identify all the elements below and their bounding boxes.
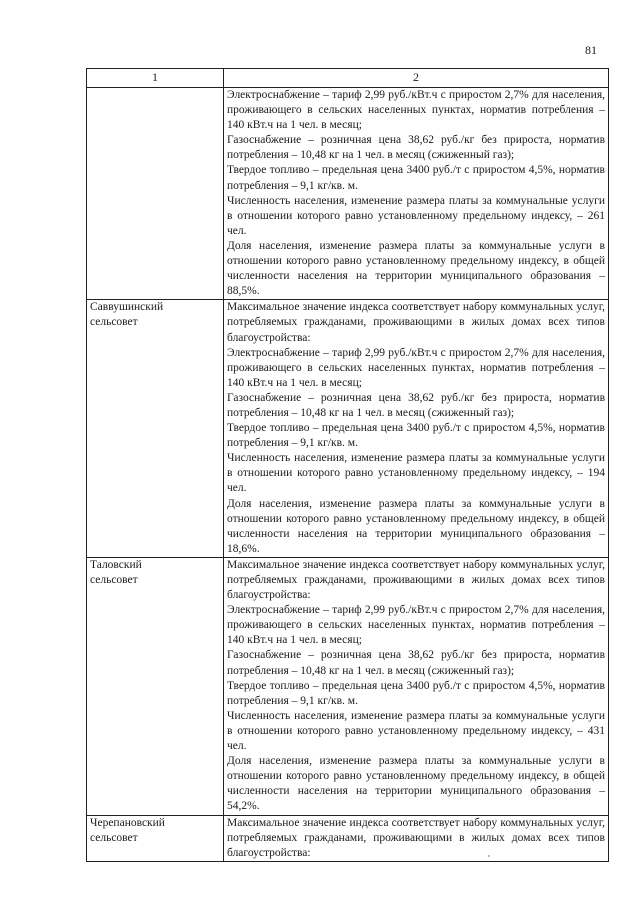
description-paragraph: Максимальное значение индекса соответствует набору коммунальных услуг, потребляемых гражданами, проживающими в жилых домах всех типов благоустройства: bbox=[227, 816, 605, 859]
description-paragraph: Электроснабжение – тариф 2,99 руб./кВт.ч с приростом 2,7% для населения, проживающего в сельских населенных пунктах, норматив потребления – 140 кВт.ч на 1 чел. в месяц; bbox=[227, 604, 605, 647]
municipality-name-cell bbox=[87, 88, 224, 300]
description-paragraph: Доля населения, изменение размера платы за коммунальные услуги в отношении которого равно установленному предельному индексу, в общей численности населения на территории муниципального образования – 54,2%. bbox=[227, 755, 605, 813]
municipality-name-cell: Таловский сельсовет bbox=[87, 557, 224, 815]
table-row bbox=[87, 88, 609, 300]
description-paragraph: Максимальное значение индекса соответствует набору коммунальных услуг, потребляемых гражданами, проживающими в жилых домах всех типов благоустройства: bbox=[227, 301, 605, 344]
description-paragraph: Доля населения, изменение размера платы за коммунальные услуги в отношении которого равно установленному предельному индексу, в общей численности населения на территории муниципального образования – 18,6%. bbox=[227, 497, 605, 555]
description-paragraph: Максимальное значение индекса соответствует набору коммунальных услуг, потребляемых гражданами, проживающими в жилых домах всех типов благоустройства: bbox=[227, 558, 605, 602]
column-header-1: 1 bbox=[87, 69, 224, 88]
description-paragraph: Газоснабжение – розничная цена 38,62 руб./кг без прироста, норматив потребления – 10,48 кг на 1 чел. в месяц (сжиженный газ); bbox=[227, 649, 605, 677]
table-row bbox=[87, 300, 609, 558]
description-paragraph: Численность населения, изменение размера платы за коммунальные услуги в отношении которого равно установленному предельному индексу, – 431 чел. bbox=[227, 709, 605, 753]
description-paragraph: Численность населения, изменение размера платы за коммунальные услуги в отношении которого равно установленному предельному индексу, – 261 чел. bbox=[227, 194, 605, 237]
description-paragraph: Твердое топливо – предельная цена 3400 руб./т с приростом 4,5%, норматив потребления – 9,1 кг/кв. м. bbox=[227, 679, 605, 707]
table-row bbox=[87, 815, 609, 861]
description-paragraph: Газоснабжение – розничная цена 38,62 руб./кг без прироста, норматив потребления – 10,48 кг на 1 чел. в месяц (сжиженный газ); bbox=[227, 391, 605, 419]
description-paragraph: Электроснабжение – тариф 2,99 руб./кВт.ч с приростом 2,7% для населения, проживающего в сельских населенных пунктах, норматив потребления – 140 кВт.ч на 1 чел. в месяц; bbox=[227, 89, 605, 132]
description-paragraph: Твердое топливо – предельная цена 3400 руб./т с приростом 4,5%, норматив потребления – 9,1 кг/кв. м. bbox=[227, 422, 605, 450]
description-paragraph: Газоснабжение – розничная цена 38,62 руб./кг без прироста, норматив потребления – 10,48 кг на 1 чел. в месяц (сжиженный газ); bbox=[227, 134, 605, 162]
scan-speck bbox=[488, 855, 490, 857]
description-paragraph: Доля населения, изменение размера платы за коммунальные услуги в отношении которого равно установленному предельному индексу, в общей численности населения на территории муниципального образования – 88,5%. bbox=[227, 239, 605, 298]
table-row bbox=[87, 557, 609, 815]
description-paragraph: Численность населения, изменение размера платы за коммунальные услуги в отношении которого равно установленному предельному индексу, – 194 чел. bbox=[227, 452, 605, 495]
description-paragraph: Электроснабжение – тариф 2,99 руб./кВт.ч с приростом 2,7% для населения, проживающего в сельских населенных пунктах, норматив потребления – 140 кВт.ч на 1 чел. в месяц; bbox=[227, 346, 605, 389]
municipality-name-cell: Саввушинский сельсовет bbox=[87, 300, 224, 558]
description-cell bbox=[224, 88, 609, 300]
column-header-2: 2 bbox=[224, 69, 609, 88]
description-paragraph: Твердое топливо – предельная цена 3400 руб./т с приростом 4,5%, норматив потребления – 9,1 кг/кв. м. bbox=[227, 164, 605, 192]
description-cell bbox=[224, 557, 609, 815]
page-number: 81 bbox=[585, 43, 597, 57]
table-header-row bbox=[87, 69, 609, 88]
description-cell bbox=[224, 300, 609, 558]
description-cell bbox=[224, 815, 609, 861]
municipality-tariff-table bbox=[86, 68, 609, 862]
table-body bbox=[87, 88, 609, 862]
municipality-name-cell: Черепановский сельсовет bbox=[87, 815, 224, 861]
